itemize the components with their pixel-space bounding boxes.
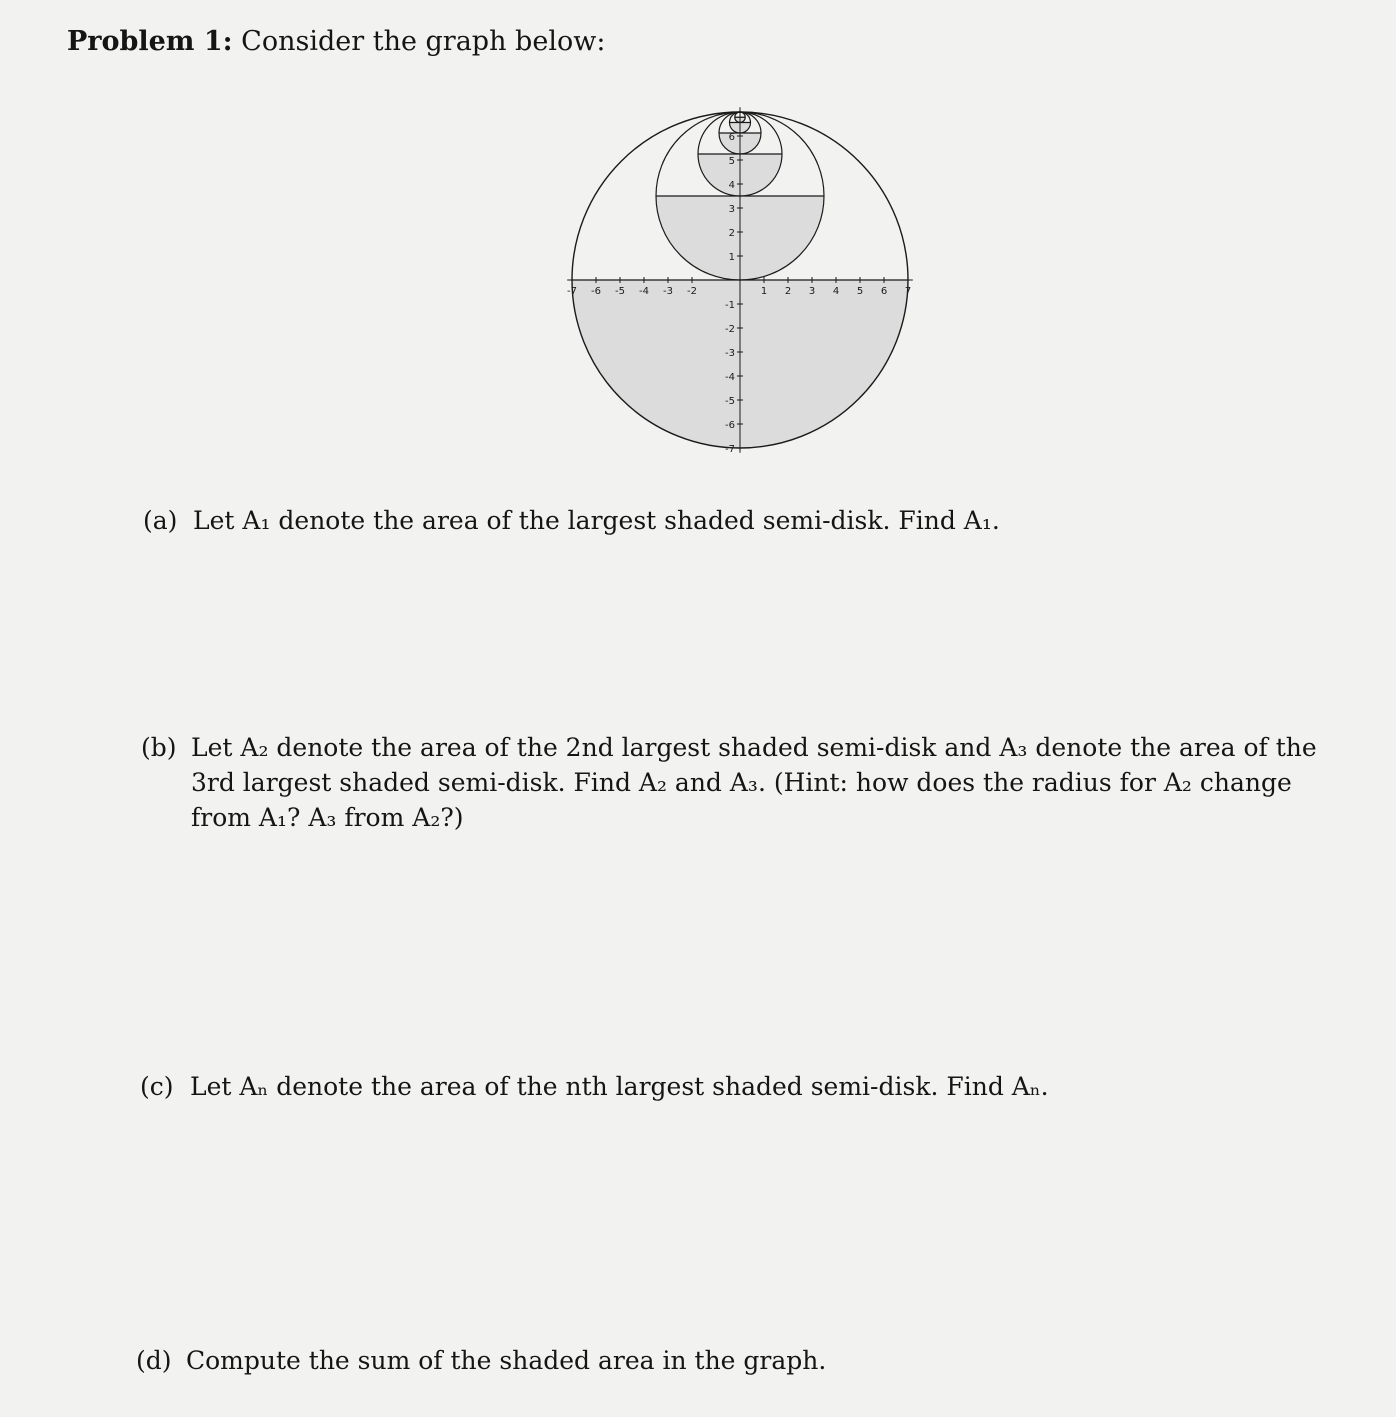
x-tick-label: 4 bbox=[832, 286, 840, 297]
y-tick-label: 2 bbox=[728, 228, 735, 239]
y-tick-label: 6 bbox=[728, 132, 735, 143]
problem-number: Problem 1: bbox=[67, 26, 233, 57]
question-b-label: (b) bbox=[141, 733, 177, 762]
question-c-text: Let Aₙ denote the area of the nth largest shaded semi-disk. Find Aₙ. bbox=[190, 1072, 1049, 1101]
x-tick-label: -4 bbox=[639, 286, 649, 297]
question-d-label: (d) bbox=[136, 1346, 172, 1375]
x-tick-label: 7 bbox=[904, 286, 912, 297]
question-d-text: Compute the sum of the shaded area in the graph. bbox=[186, 1346, 827, 1375]
y-tick-label: -2 bbox=[725, 324, 735, 335]
question-d bbox=[136, 1343, 826, 1378]
problem-prompt: Consider the graph below: bbox=[241, 26, 606, 57]
nested-semicircles-graph bbox=[560, 100, 920, 460]
x-tick-label: 3 bbox=[808, 286, 816, 297]
question-b-text: Let A₂ denote the area of the 2nd largest shaded semi-disk and A₃ denote the area of the 3rd largest shaded semi-disk. Find A₂ and A₃. (Hint: how does the radius for A₂ change from A₁? A₃ from A₂?) bbox=[191, 733, 1317, 832]
x-tick-label: -6 bbox=[591, 286, 601, 297]
x-tick-label: -5 bbox=[615, 286, 625, 297]
y-tick-label: 1 bbox=[728, 252, 735, 263]
y-tick-label: -5 bbox=[725, 396, 735, 407]
question-c bbox=[140, 1069, 1049, 1104]
y-tick-label: -6 bbox=[725, 420, 735, 431]
question-a-label: (a) bbox=[143, 506, 178, 535]
x-tick-label: 6 bbox=[880, 286, 888, 297]
y-tick-label: -3 bbox=[725, 348, 735, 359]
x-tick-label: -7 bbox=[567, 286, 577, 297]
question-c-label: (c) bbox=[140, 1072, 174, 1101]
y-tick-label: -7 bbox=[725, 444, 735, 455]
x-tick-label: 1 bbox=[760, 286, 768, 297]
x-tick-label: -2 bbox=[687, 286, 697, 297]
question-a-text: Let A₁ denote the area of the largest shaded semi-disk. Find A₁. bbox=[193, 506, 1000, 535]
y-tick-label: 3 bbox=[728, 204, 735, 215]
question-b bbox=[141, 730, 1351, 835]
x-tick-label: 5 bbox=[856, 286, 864, 297]
y-tick-label: 5 bbox=[728, 156, 735, 167]
problem-heading bbox=[67, 26, 605, 57]
y-tick-label: -1 bbox=[725, 300, 735, 311]
x-tick-label: 2 bbox=[784, 286, 792, 297]
x-tick-label: -3 bbox=[663, 286, 673, 297]
question-a bbox=[143, 503, 1000, 538]
y-tick-label: -4 bbox=[725, 372, 735, 383]
y-tick-label: 4 bbox=[728, 180, 735, 191]
